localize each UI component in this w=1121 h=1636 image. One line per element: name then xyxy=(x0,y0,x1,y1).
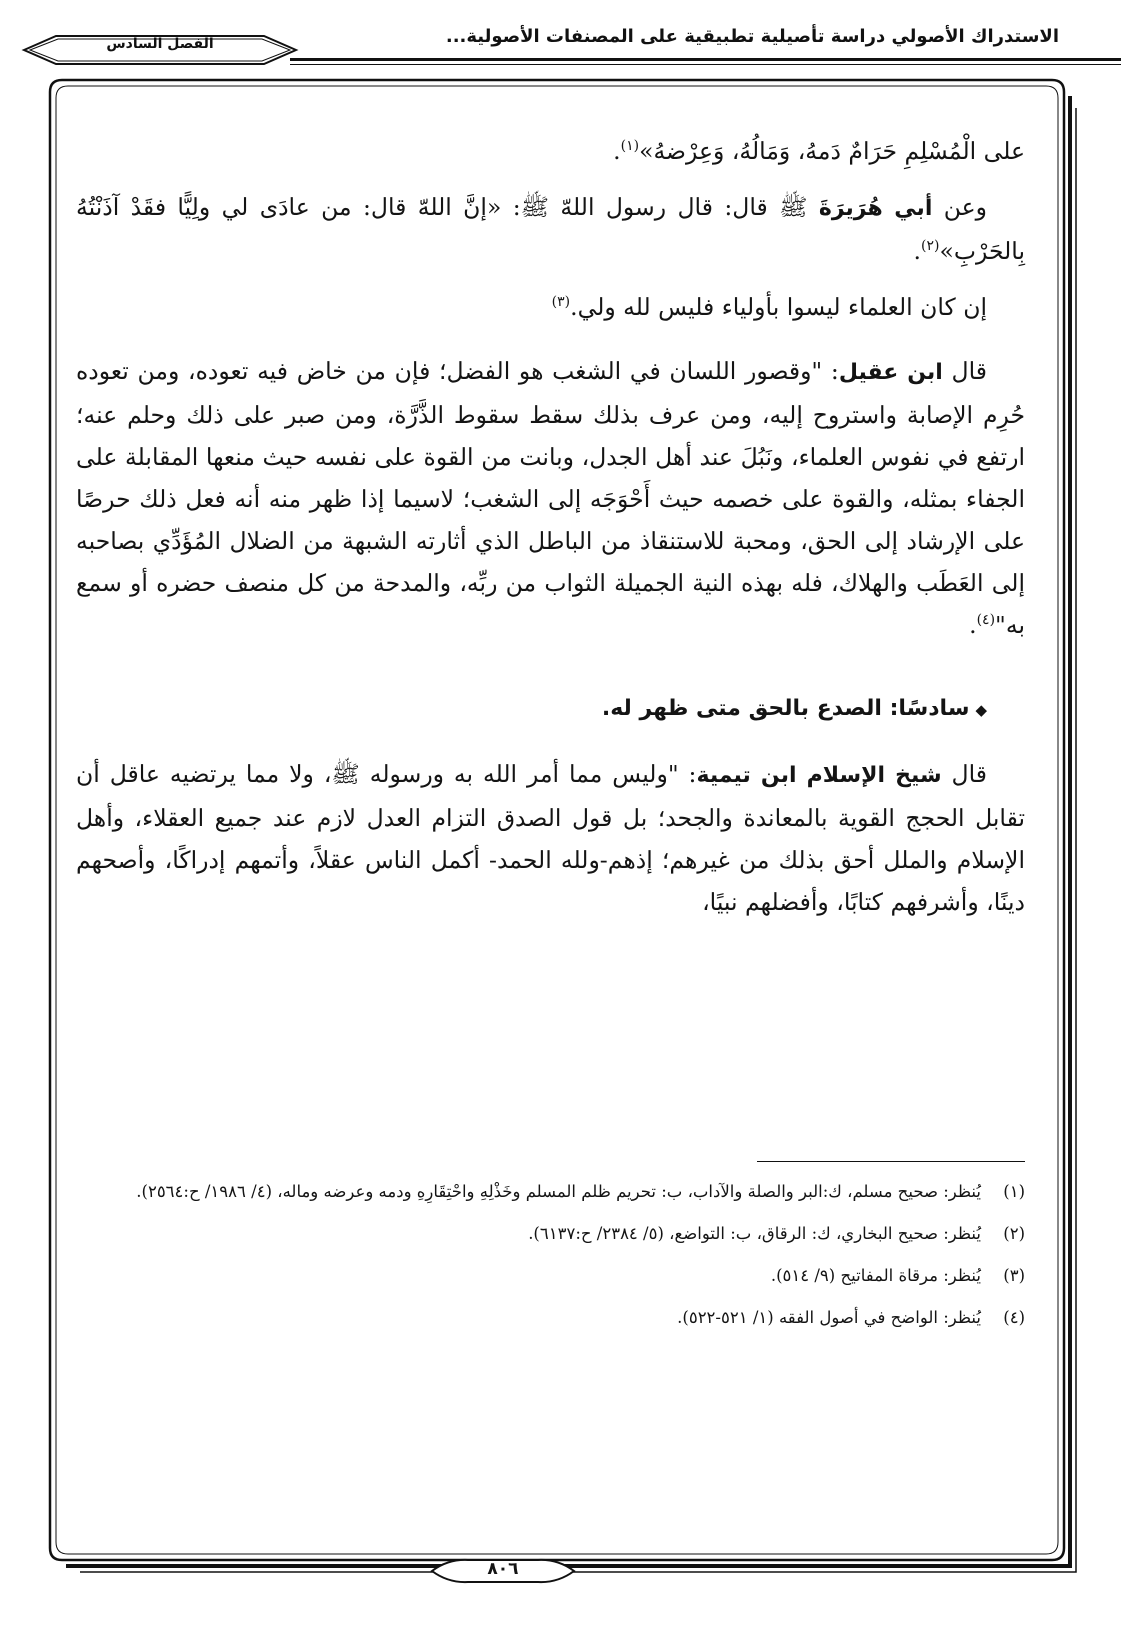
footnote-ref-4[interactable]: (٤) xyxy=(976,612,996,629)
bullet-icon: ◆ xyxy=(975,701,987,719)
paragraph-4 xyxy=(76,350,1025,646)
footnote-ref-3[interactable]: (٣) xyxy=(551,294,571,311)
footnote-number: (٣) xyxy=(1003,1266,1025,1285)
footnote-ref-1[interactable]: (١) xyxy=(620,138,640,155)
paragraph-2-text: ﷺ قال: قال رسول اللهّ ﷺ: «إنَّ اللهّ قال: من عادَى لي ولِيًّا فقَدْ آذَنْتُهُ بِالحَرْبِ» xyxy=(76,193,1025,265)
footnotes xyxy=(76,1177,1025,1345)
paragraph-5-pre: قال xyxy=(941,760,988,788)
narrator-name: أبي هُرَيرَةَ xyxy=(818,196,933,221)
paragraph-4-text: : "وقصور اللسان في الشغب هو الفضل؛ فإن من خاض فيه تعوده، ومن تعوده حُرِم الإصابة واستروح إليه، ومن عرف بذلك سقط سقوط الذَّرَّة، ومن صبر على ذلك وحلم عنه؛ ارتفع في نفوس العلماء، ونَبُلَ عند أهل الجدل، وبانت من القوة على نفسه حيث منعها المقابلة على الجفاء بمثله، والقوة على خصمه حيث أَحْوَجَه إلى الشغب؛ لاسيما إذا ظهر منه أنه فعل ذلك حرصًا على الإرشاد إلى الحق، ومحبة للاستنقاذ من الباطل الذي أثارته الشبهة من الضلال المُؤَدِّي بصاحبه إلى العَطَب والهلاك، فله بهذه النية الجميلة الثواب من ربِّه، والمدحة من كل منصف حضره أو سمع به" xyxy=(76,357,1025,639)
footnote-text: يُنظر: مرقاة المفاتيح (٩/ ٥١٤). xyxy=(770,1266,981,1285)
footnote-separator xyxy=(757,1161,1025,1162)
footnote-text: يُنظر: صحيح مسلم، ك:البر والصلة والآداب، ب: تحريم ظلم المسلم وخَذْلِهِ واحْتِقَارِهِ ودمه وعرضه وماله، (٤/ ١٩٨٦/ ح:٢٥٦٤). xyxy=(136,1182,981,1201)
header-rule xyxy=(290,58,1121,61)
footnote-text: يُنظر: الواضح في أصول الفقه (١/ ٥٢١-٥٢٢). xyxy=(677,1308,981,1327)
paragraph-3 xyxy=(76,286,1025,328)
paragraph-2 xyxy=(76,186,1025,272)
footnote-item xyxy=(76,1219,1025,1249)
footnote-item xyxy=(76,1177,1025,1207)
footnote-number: (٤) xyxy=(1003,1308,1025,1327)
paragraph-1-end: . xyxy=(613,137,621,165)
footnote-text: يُنظر: صحيح البخاري، ك: الرقاق، ب: التواضع، (٥/ ٢٣٨٤/ ح:٦١٣٧). xyxy=(528,1224,981,1243)
footnote-number: (٢) xyxy=(1003,1224,1025,1243)
paragraph-4-end: . xyxy=(969,611,977,639)
page-number: ٨٠٦ xyxy=(487,1559,519,1579)
footnote-ref-2[interactable]: (٢) xyxy=(921,238,940,255)
paragraph-1 xyxy=(76,130,1025,172)
paragraph-4-pre: قال xyxy=(942,357,987,385)
paragraph-1-text: على الْمُسْلِمِ حَرَامٌ دَمهُ، وَمَالُهُ، وَعِرْضهُ» xyxy=(639,137,1025,165)
footnote-number: (١) xyxy=(1003,1182,1025,1201)
main-text xyxy=(76,130,1025,937)
chapter-label: الفصل السادس xyxy=(106,36,214,52)
paragraph-2-pre: وعن xyxy=(932,193,987,221)
section-heading-text: سادسًا: الصدع بالحق متى ظهر له. xyxy=(601,696,970,721)
paragraph-2-end: . xyxy=(913,237,922,265)
running-title: الاستدراك الأصولي دراسة تأصيلية تطبيقية على المصنفات الأصولية... xyxy=(445,26,1059,47)
footnote-item xyxy=(76,1261,1025,1291)
header-rule-thin xyxy=(290,64,1121,65)
paragraph-5 xyxy=(76,753,1025,923)
footnote-item xyxy=(76,1303,1025,1333)
paragraph-3-text: إن كان العلماء ليسوا بأولياء فليس لله ولي. xyxy=(570,293,987,321)
scholar-name-ibn-taymiyya: شيخ الإسلام ابن تيمية xyxy=(696,763,942,788)
scholar-name-ibn-aqil: ابن عقيل xyxy=(838,360,943,385)
paragraph-5-text: : "وليس مما أمر الله به ورسوله ﷺ، ولا مما يرتضيه عاقل أن تقابل الحجج القوية بالمعاندة والجحد؛ بل قول الصدق التزام العدل لازم عند جميع العقلاء، وأهل الإسلام والملل أحق بذلك من غيرهم؛ إذهم-ولله الحمد- أكمل الناس عقلاً، وأتمهم إدراكًا، وأصحهم دينًا، وأشرفهم كتابًا، وأفضلهم نبيًا، xyxy=(76,760,1025,916)
section-heading xyxy=(76,688,1025,731)
